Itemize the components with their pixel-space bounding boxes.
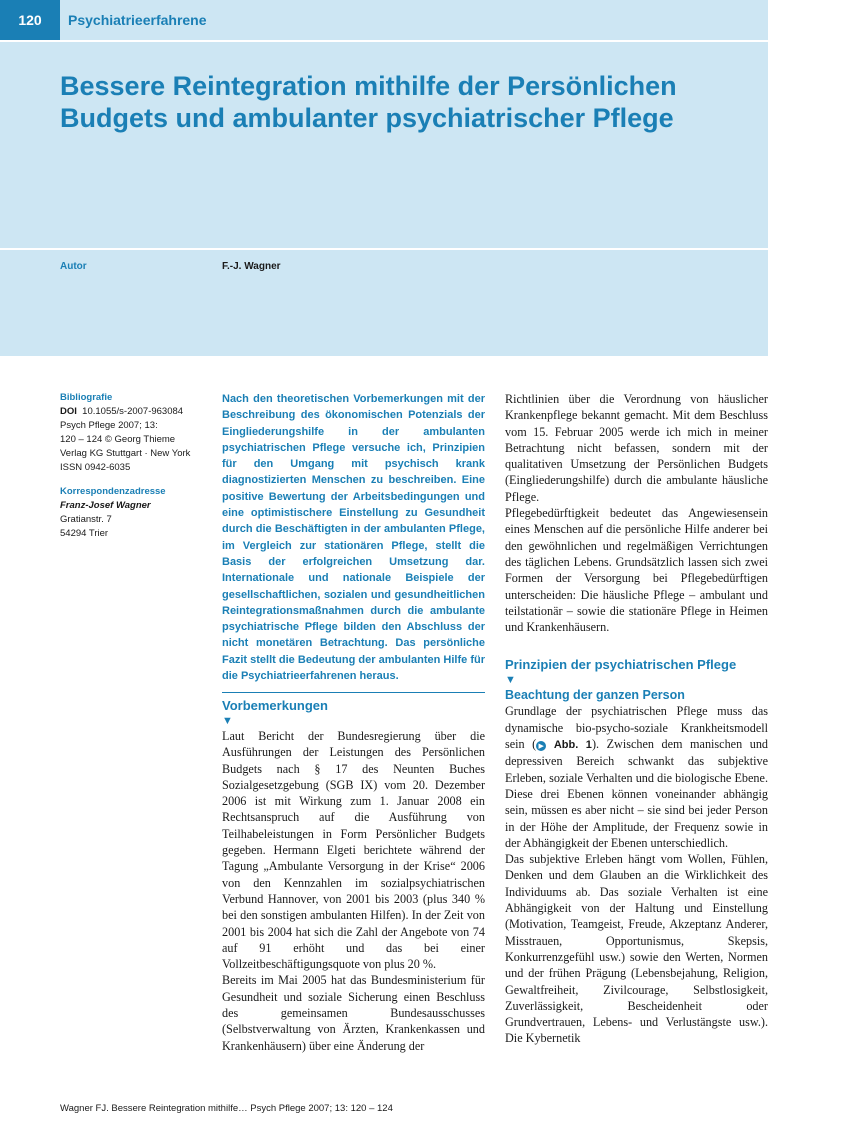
doi-value: 10.1055/s-2007-963084 (82, 406, 184, 417)
header-background (0, 0, 768, 356)
correspondence-name: Franz-Josef Wagner (60, 500, 151, 511)
left-column-body (222, 698, 485, 1054)
article-title-line-1: Bessere Reintegration mithilfe der Persönlichen (60, 71, 677, 101)
author-label: Autor (60, 261, 87, 272)
issn: ISSN 0942-6035 (60, 462, 131, 473)
section-divider (222, 692, 485, 693)
correspondence-label: Korrespondenzadresse (60, 486, 166, 497)
citation-line-1: Psych Pflege 2007; 13: (60, 420, 158, 431)
article-title (60, 70, 750, 134)
heading-vorbemerkungen: Vorbemerkungen (222, 698, 328, 713)
right-column (505, 391, 768, 1047)
paragraph: Das subjektive Erleben hängt vom Wollen, Fühlen, Denken und dem Glauben an die Wirklichkeit des Individuums ab. Das soziale Verhalten ist eine Abhängigkeit von der Haltung und Einstellung (Motivation, Teamgeist, Freude, Akzeptanz Anderer, Misstrauen, Opportunismus, Skepsis, Konkurrenzgefühl usw.) sowie den Werten, Normen und der frühen Prägung (Lebensbejahung, Religion, Gewaltfreiheit, Zivilcourage, Selbstlosigkeit, Zuverlässigkeit, Bescheidenheit oder Grundvertrauen, Lebens- und Verlustängste usw.). Die Kybernetik (505, 852, 768, 1046)
section-marker-icon: ▼ (505, 674, 516, 687)
header-divider-bottom (0, 248, 768, 250)
abstract: Nach den theoretischen Vorbemerkungen mit der Beschreibung des ökonomischen Potenzials der Eingliederungshilfe in der ambulanten psychiatrischen Pflege versuche ich, Prinzipien für den Umgang mit psychisch krank diagnostizierten Menschen zu beschreiben. Eine positive Bewertung der Arbeitsbedingungen und eine optimistischere Einstellung zu Gesundheit durch die Beschäftigten in der ambulanten Pflege, im Vergleich zur stationären Pflege, stellt die Basis der erfolgreichen Umsetzung dar. Internationale und nationale Beispiele der gesellschaftlichen, sozialen und gesundheitlichen Reintegrationsmaßnahmen durch die ambulante psychiatrische Pflege bilden den Abschluss der nicht monetären Betrachtung. Das persönliche Fazit stellt die Bedeutung der ambulanten Hilfe für die Psychiatrieerfahrenen heraus. (222, 393, 485, 683)
article-title-line-2: Budgets und ambulanter psychiatrischer Pflege (60, 103, 674, 133)
subheading-ganze-person: Beachtung der ganzen Person (505, 688, 685, 703)
citation-line-2: 120 – 124 © Georg Thieme (60, 434, 176, 445)
section-marker-icon: ▼ (222, 715, 233, 727)
bibliography-label: Bibliografie (60, 392, 113, 403)
paragraph: Bereits im Mai 2005 hat das Bundesministerium für Gesundheit und soziale Sicherung einen Beschluss des gemeinsamen Bundesausschusses (Selbstverwaltung von Ärzten, Krankenkassen und Krankenhäusern) über eine Änderung der (222, 973, 485, 1053)
heading-prinzipien: Prinzipien der psychiatrischen Pflege (505, 657, 737, 673)
correspondence-street: Gratianstr. 7 (60, 514, 112, 525)
figure-link-icon[interactable]: ▶ (536, 741, 546, 751)
doi-label: DOI (60, 406, 77, 417)
page-footer: Wagner FJ. Bessere Reintegration mithilfe… Psych Pflege 2007; 13: 120 – 124 (60, 1103, 393, 1114)
paragraph: Pflegebedürftigkeit bedeutet das Angewiesensein eines Menschen auf die persönliche Hilfe anderer bei den gewöhnlichen und regelmäßigen Verrichtungen des täglichen Lebens. Grundsätzlich lassen sich zwei Formen der Versorgung bei Pflegebedürftigen unterscheiden: Die häusliche Pflege – ambulant und teilstationär – sowie die stationäre Pflege in Heimen und Krankenhäusern. (505, 506, 768, 635)
section-label: Psychiatrieerfahrene (68, 12, 207, 28)
paragraph-text: Grundlage der psychiatrischen Pflege muss das dynamische bio-psycho-soziale Krankheitsmodell sein ( (505, 704, 768, 752)
author-name: F.-J. Wagner (222, 261, 281, 272)
correspondence-city: 54294 Trier (60, 528, 109, 539)
page-number: 120 (0, 0, 60, 40)
paragraph-text: ). Zwischen dem manischen und depressiven Bereich schwankt das subjektive Erleben, soziale Verhalten und die biologische Ebene. Diese drei Ebenen können voneinander abhängig sein, müssen es aber nicht – sie sind bei jeder Person in der Höhe der Amplitude, der Frequenz sowie in der Abhängigkeit der Ebenen unterschiedlich. (505, 737, 769, 850)
paragraph (505, 703, 768, 851)
sidebar-metadata (60, 391, 210, 541)
paragraph: Richtlinien über die Verordnung von häuslicher Krankenpflege bekannt gemacht. Mit dem Beschluss vom 15. Februar 2005 werde ich mich in meiner Betrachtung nicht befassen, sondern mit der qualitativen Umsetzung der Persönlichen Budgets (Eingliederungshilfe) durch die ambulante häusliche Pflege. (505, 392, 768, 504)
paragraph: Laut Bericht der Bundesregierung über die Ausführungen der Leistungen des Persönlichen Budgets nach § 17 des Neunten Buches Sozialgesetzgebung (SGB IX) vom 20. Dezember 2006 ist mit Wirkung zum 1. Januar 2008 ein Rechtsanspruch auf die Ausführung von Teilhabeleistungen in Form Persönlicher Budgets gegeben. Hermann Elgeti berichtete während der Tagung „Ambulante Versorgung in der Krise“ 2006 von den Kennzahlen im sozialpsychiatrischen Verbund Hannover, von 2001 bis 2003 (plus 340 % bei den sonstigen ambulanten Hilfen). In der Zeit von 2001 bis 2004 hat sich die Zahl der Angebote von 74 auf 91 erhöht und das bei einer Vollzeitbeschäftigungsquote von plus 20 %. (222, 729, 485, 972)
figure-reference-link[interactable]: Abb. 1 (553, 739, 592, 752)
header-divider-top (0, 40, 768, 42)
citation-line-3: Verlag KG Stuttgart · New York (60, 448, 191, 459)
doi-line (60, 405, 210, 419)
